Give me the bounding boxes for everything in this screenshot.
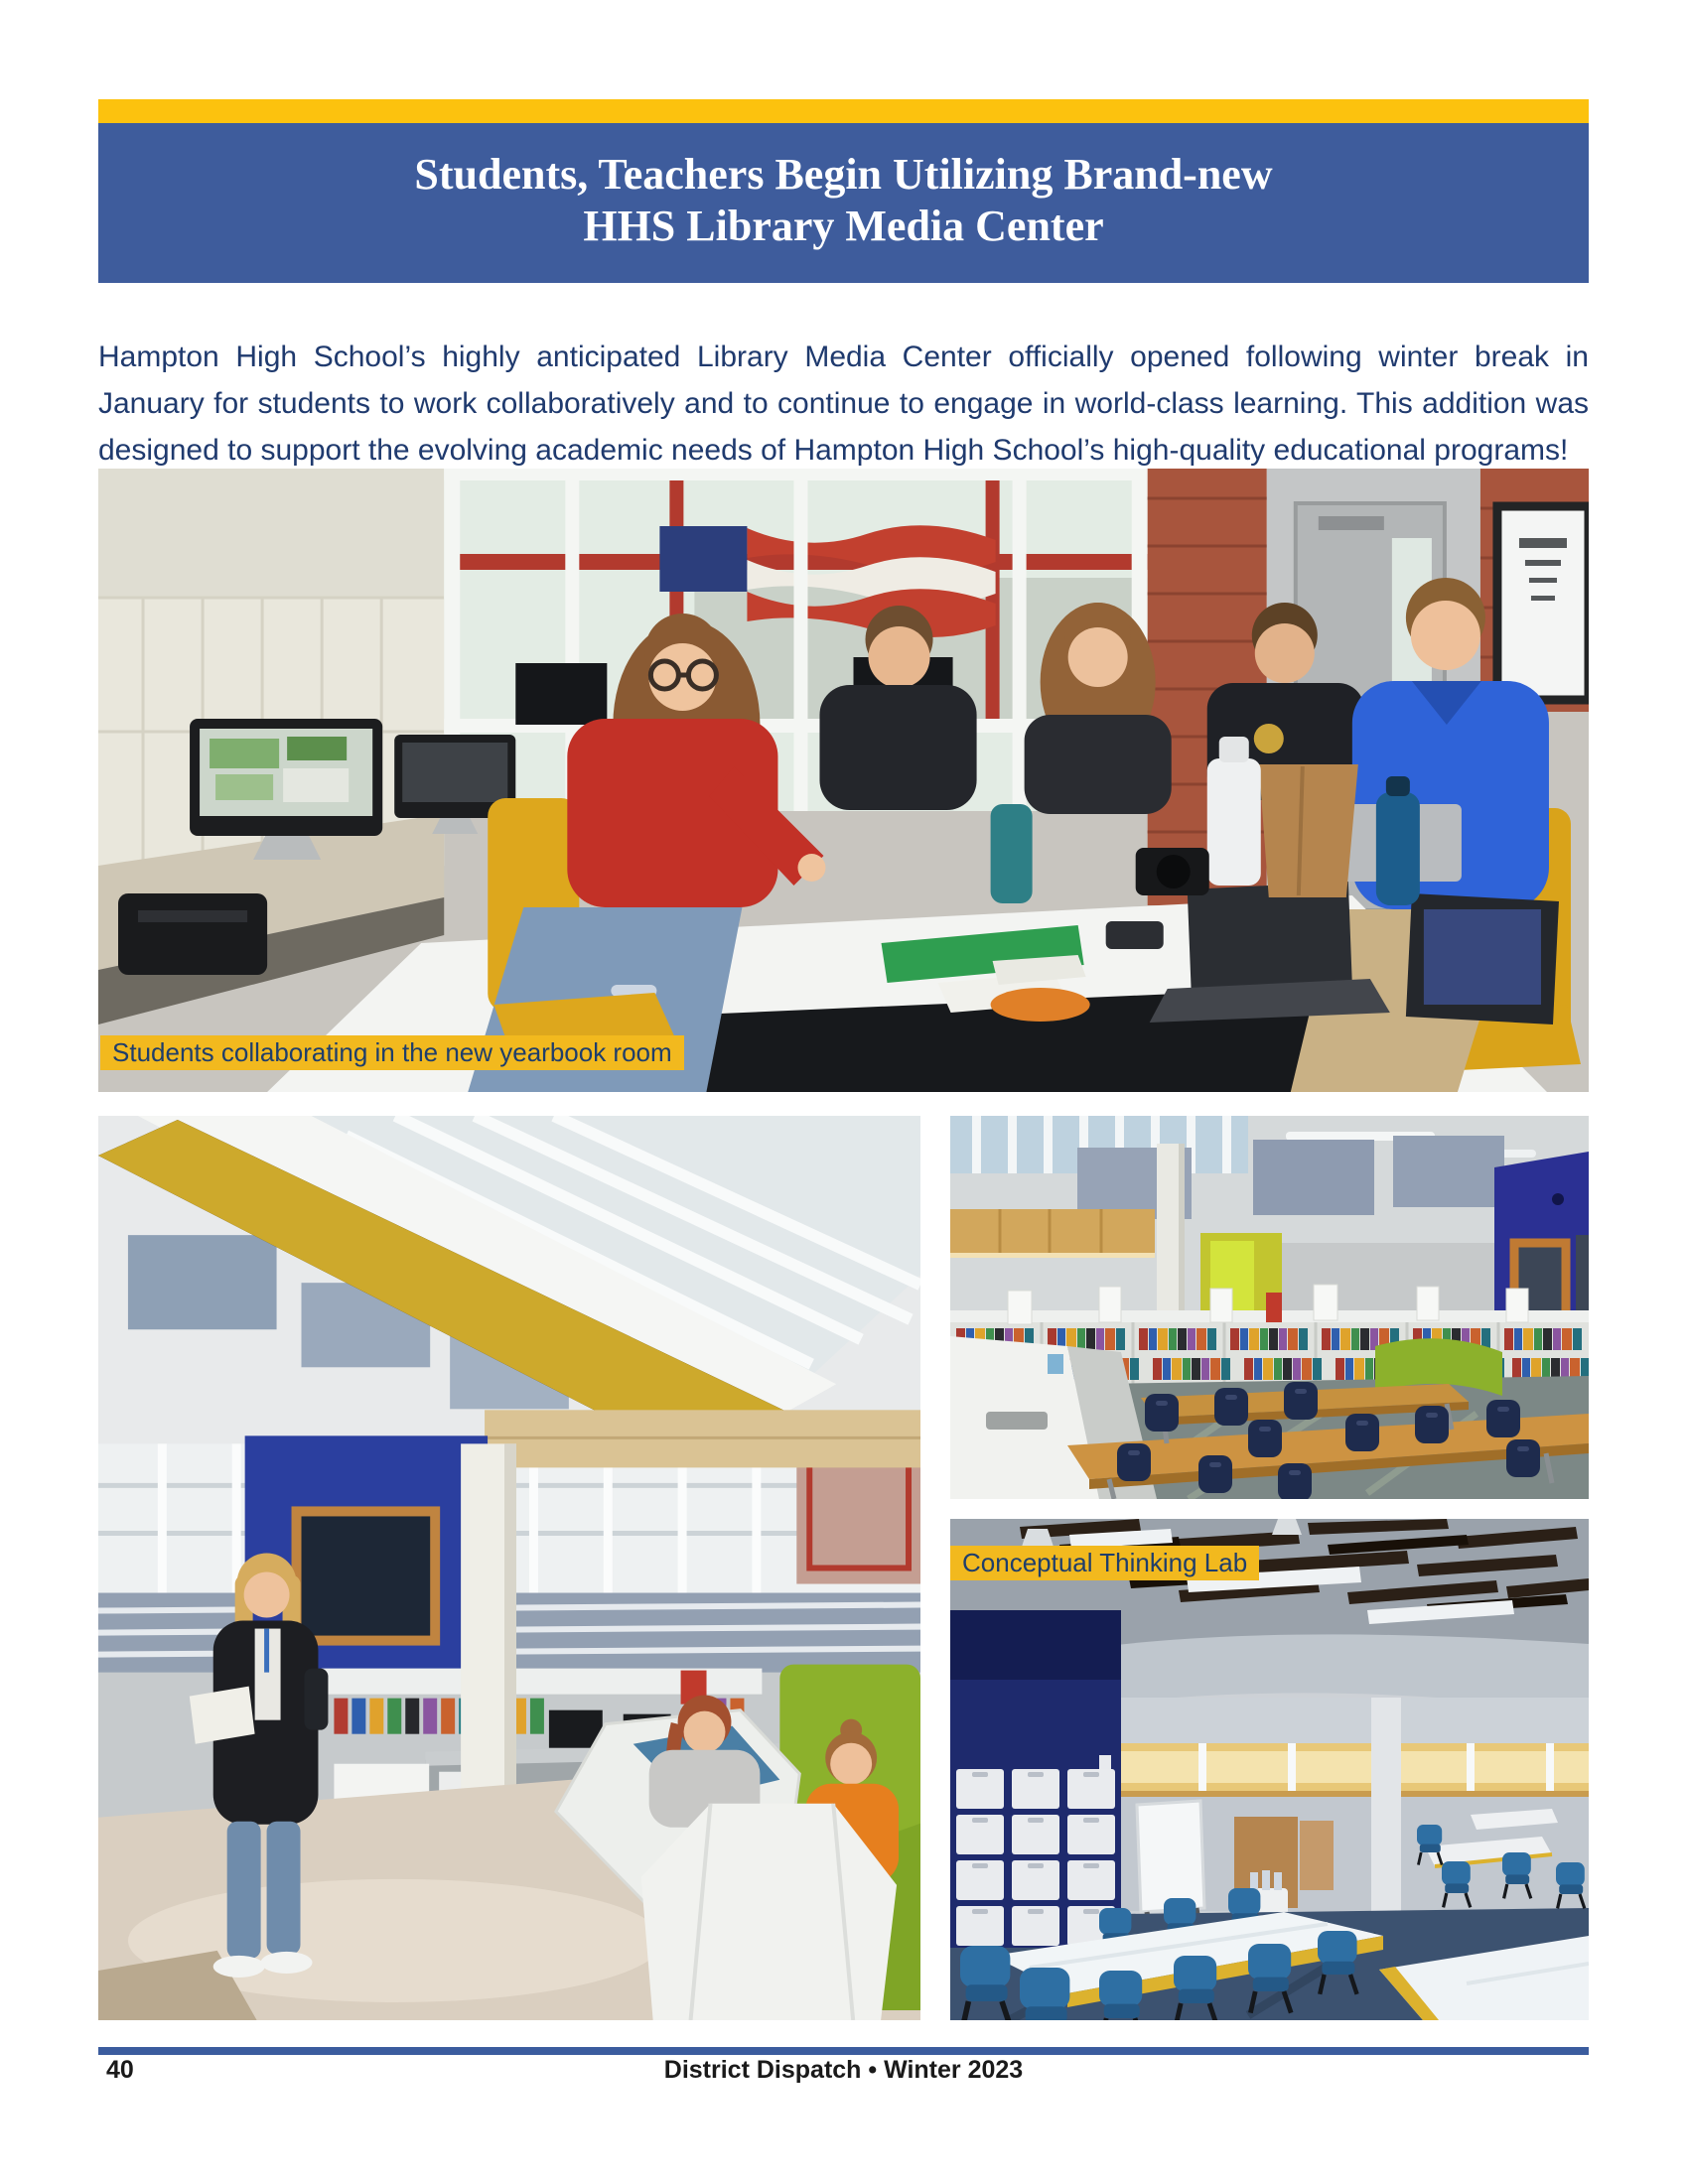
- top-accent-bar: [98, 99, 1589, 123]
- conceptual-thinking-lab-illustration: [950, 1519, 1589, 2020]
- navy-wall-cubbies: [950, 1610, 1121, 1948]
- library-stacks-illustration: [950, 1116, 1589, 1499]
- yearbook-room-illustration: [98, 469, 1589, 1092]
- caption-conceptual-thinking-lab: Conceptual Thinking Lab: [950, 1546, 1259, 1580]
- footer-page-number: 40: [106, 2056, 134, 2084]
- page-title-line1: Students, Teachers Begin Utilizing Brand-new: [414, 150, 1273, 199]
- photo-yearbook-room: [98, 469, 1589, 1092]
- photo-conceptual-thinking-lab: [950, 1519, 1589, 2020]
- caption-yearbook-room: Students collaborating in the new yearbook room: [100, 1035, 684, 1070]
- photo-library-commons: [98, 1116, 920, 2020]
- page-title-line2: HHS Library Media Center: [583, 202, 1104, 250]
- photo-library-stacks: [950, 1116, 1589, 1499]
- library-commons-illustration: [98, 1116, 920, 2020]
- footer-publication: District Dispatch • Winter 2023: [663, 2056, 1024, 2084]
- title-banner: [98, 123, 1589, 283]
- footer-rule: [98, 2047, 1589, 2055]
- intro-paragraph: Hampton High School’s highly anticipated Library Media Center officially opened following winter break in January for students to work collaboratively and to continue to engage in world-class learning. This addition was designed to support the evolving academic needs of Hampton High School’s high-quality educational programs!: [98, 341, 1589, 467]
